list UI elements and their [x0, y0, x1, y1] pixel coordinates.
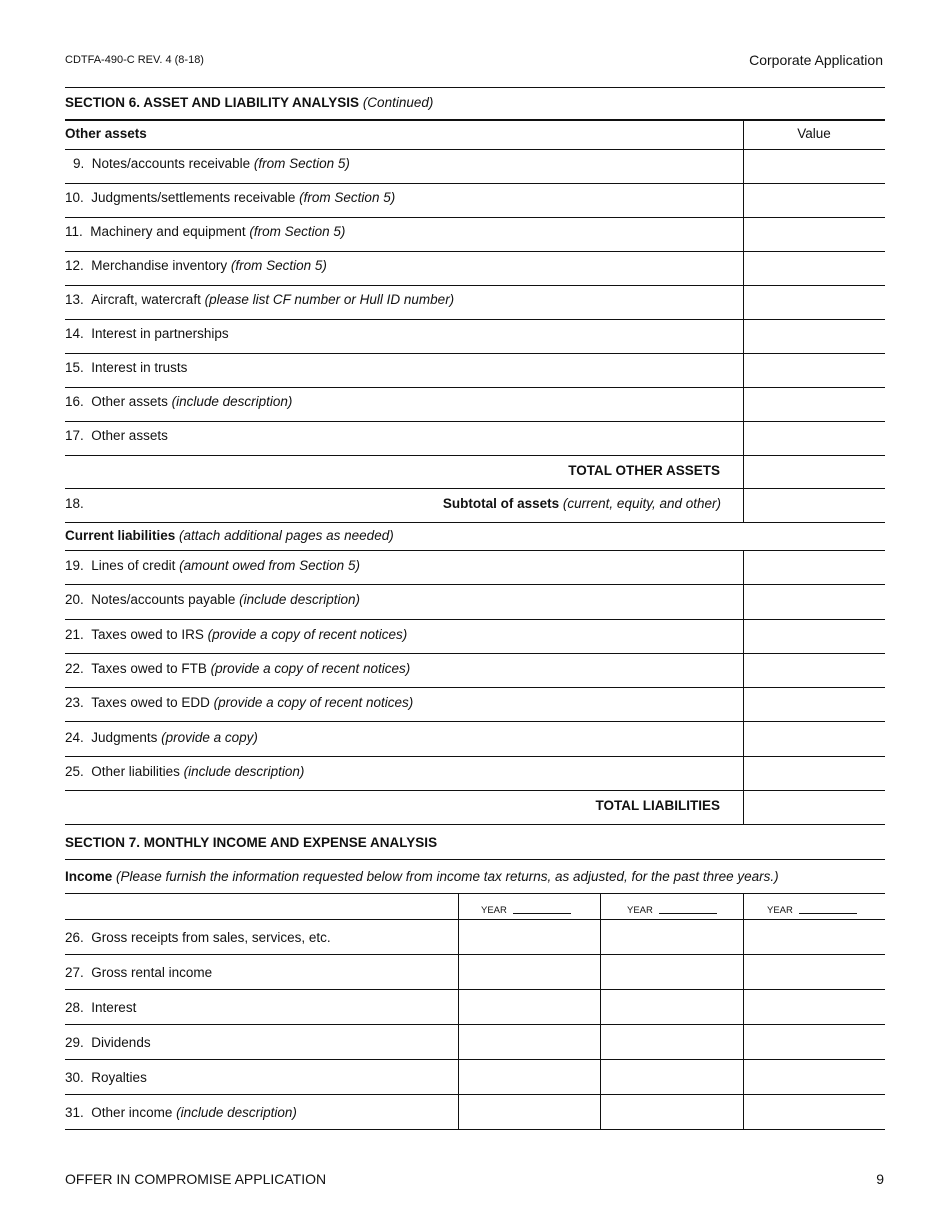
- asset-value-field[interactable]: [744, 286, 885, 319]
- item-note: (provide a copy): [161, 729, 258, 745]
- income-row-label: [65, 1035, 151, 1050]
- item-note: (provide a copy of recent notices): [210, 660, 411, 676]
- item-label: Taxes owed to IRS: [91, 626, 204, 642]
- income-year-field[interactable]: [601, 1060, 743, 1094]
- income-year-field[interactable]: [459, 990, 600, 1024]
- year-column-line: [458, 893, 459, 1129]
- total-other-assets-label: TOTAL OTHER ASSETS: [568, 463, 720, 478]
- divider: [65, 87, 885, 88]
- subtotal-field[interactable]: [744, 489, 885, 521]
- item-number: 12.: [65, 258, 84, 273]
- item-label: Aircraft, watercraft: [91, 292, 201, 307]
- subtotal-note: (current, equity, and other): [562, 496, 721, 511]
- current-liabilities-heading: [65, 528, 394, 543]
- item-number: 23.: [65, 695, 84, 711]
- item-note: (from Section 5): [230, 258, 327, 273]
- total-liabilities-label: TOTAL LIABILITIES: [595, 798, 720, 813]
- item-label: Interest: [91, 1000, 137, 1015]
- item-note: (from Section 5): [299, 190, 396, 205]
- item-label: Notes/accounts receivable: [91, 156, 251, 171]
- year-header: [627, 905, 717, 916]
- form-id: CDTFA-490-C REV. 4 (8-18): [65, 54, 204, 66]
- liability-row-label: [65, 764, 304, 779]
- section6-title-note: (Continued): [362, 95, 434, 110]
- item-note: (provide a copy of recent notices): [207, 626, 408, 642]
- subtotal-number: 18.: [65, 496, 84, 511]
- current-liabilities-note: (attach additional pages as needed): [179, 528, 394, 543]
- liability-value-field[interactable]: [744, 757, 885, 790]
- year-column-line: [743, 893, 744, 1129]
- liability-row-label: [65, 627, 407, 642]
- current-liabilities-label: Current liabilities: [65, 528, 176, 543]
- total-other-assets-field[interactable]: [744, 456, 885, 488]
- income-label: Income: [65, 869, 113, 884]
- liability-row-label: [65, 730, 258, 745]
- asset-row-label: [65, 428, 168, 443]
- form-type: Corporate Application: [749, 52, 883, 68]
- section7-title: SECTION 7. MONTHLY INCOME AND EXPENSE ANALYSIS: [65, 835, 438, 850]
- income-year-field[interactable]: [744, 1095, 885, 1129]
- subtotal-text: Subtotal of assets: [442, 496, 560, 511]
- year-input[interactable]: [799, 913, 857, 914]
- income-year-field[interactable]: [459, 1025, 600, 1059]
- item-number: 19.: [65, 558, 84, 573]
- item-label: Judgments/settlements receivable: [91, 190, 296, 205]
- income-year-field[interactable]: [459, 920, 600, 954]
- item-label: Other liabilities: [91, 763, 180, 779]
- subtotal-label: [200, 496, 721, 511]
- asset-value-field[interactable]: [744, 354, 885, 387]
- income-year-field[interactable]: [744, 1060, 885, 1094]
- income-row-label: [65, 1105, 297, 1120]
- divider: [65, 859, 885, 860]
- item-note: (from Section 5): [253, 156, 350, 171]
- asset-value-field[interactable]: [744, 150, 885, 183]
- asset-row-label: [65, 224, 345, 239]
- income-note: (Please furnish the information requested below from income tax returns, as adjusted, for the past three years.): [116, 869, 779, 884]
- divider: [65, 824, 885, 825]
- year-label: YEAR: [481, 905, 507, 916]
- divider: [65, 893, 885, 894]
- value-column-line: [743, 119, 744, 522]
- year-input[interactable]: [659, 913, 717, 914]
- asset-row-label: [73, 156, 350, 171]
- item-label: Royalties: [91, 1070, 147, 1085]
- income-year-field[interactable]: [744, 955, 885, 989]
- item-note: (include description): [171, 394, 293, 409]
- asset-value-field[interactable]: [744, 184, 885, 217]
- divider: [65, 119, 885, 121]
- item-note: (please list CF number or Hull ID number): [204, 292, 455, 307]
- item-number: 29.: [65, 1035, 84, 1050]
- item-note: (provide a copy of recent notices): [213, 695, 414, 711]
- liability-row-label: [65, 695, 413, 710]
- year-label: YEAR: [767, 905, 793, 916]
- income-row-label: [65, 1000, 136, 1015]
- asset-row-label: [65, 292, 454, 307]
- section6-title: [65, 95, 433, 110]
- divider: [65, 522, 885, 523]
- liability-row-label: [65, 558, 360, 573]
- value-column-line: [743, 550, 744, 824]
- other-assets-heading: Other assets: [65, 126, 147, 141]
- liability-value-field[interactable]: [744, 723, 885, 756]
- liability-value-field[interactable]: [744, 688, 885, 721]
- item-number: 14.: [65, 326, 84, 341]
- asset-row-label: [65, 360, 187, 375]
- income-year-field[interactable]: [459, 955, 600, 989]
- item-number: 28.: [65, 1000, 84, 1015]
- item-label: Gross receipts from sales, services, etc.: [91, 930, 331, 945]
- item-label: Other income: [91, 1105, 173, 1120]
- income-row-label: [65, 1070, 147, 1085]
- item-label: Judgments: [91, 729, 158, 745]
- asset-value-field[interactable]: [744, 422, 885, 455]
- item-label: Merchandise inventory: [91, 258, 228, 273]
- item-number: 17.: [65, 428, 84, 443]
- item-label: Taxes owed to FTB: [91, 660, 207, 676]
- asset-row-label: [65, 326, 229, 341]
- income-year-field[interactable]: [601, 990, 743, 1024]
- item-label: Machinery and equipment: [90, 224, 246, 239]
- asset-row-label: [65, 258, 327, 273]
- year-header: [767, 905, 857, 916]
- income-year-field[interactable]: [601, 920, 743, 954]
- item-label: Other assets: [91, 394, 168, 409]
- item-number: 21.: [65, 626, 84, 642]
- asset-value-field[interactable]: [744, 388, 885, 421]
- item-label: Lines of credit: [91, 558, 176, 573]
- item-note: (include description): [239, 592, 360, 608]
- item-label: Interest in trusts: [91, 360, 188, 375]
- page-number: 9: [876, 1171, 884, 1187]
- item-number: 9.: [73, 156, 85, 171]
- item-number: 13.: [65, 292, 84, 307]
- item-note: (from Section 5): [249, 224, 346, 239]
- income-row-label: [65, 930, 331, 945]
- income-year-field[interactable]: [744, 1025, 885, 1059]
- liability-row-label: [65, 661, 410, 676]
- income-year-field[interactable]: [601, 955, 743, 989]
- footer-title: OFFER IN COMPROMISE APPLICATION: [65, 1171, 327, 1187]
- liability-value-field[interactable]: [744, 620, 885, 653]
- item-number: 10.: [65, 190, 84, 205]
- item-number: 22.: [65, 660, 84, 676]
- value-heading: Value: [797, 126, 831, 141]
- item-number: 20.: [65, 592, 84, 608]
- item-label: Gross rental income: [91, 965, 213, 980]
- item-label: Other assets: [91, 428, 168, 443]
- income-year-field[interactable]: [601, 1095, 743, 1129]
- item-number: 31.: [65, 1105, 84, 1120]
- asset-row-label: [65, 190, 395, 205]
- item-label: Interest in partnerships: [91, 326, 229, 341]
- item-number: 15.: [65, 360, 84, 375]
- liability-value-field[interactable]: [744, 654, 885, 687]
- income-year-field[interactable]: [459, 1095, 600, 1129]
- income-year-field[interactable]: [601, 1025, 743, 1059]
- item-note: (include description): [176, 1105, 297, 1120]
- income-year-field[interactable]: [459, 1060, 600, 1094]
- item-number: 16.: [65, 394, 84, 409]
- liability-row-label: [65, 592, 360, 607]
- income-row-label: [65, 965, 212, 980]
- item-note: (amount owed from Section 5): [179, 558, 360, 573]
- year-input[interactable]: [513, 913, 571, 914]
- year-header: [481, 905, 571, 916]
- item-label: Taxes owed to EDD: [91, 695, 210, 711]
- item-label: Dividends: [91, 1035, 151, 1050]
- item-number: 11.: [65, 224, 83, 239]
- income-heading: [65, 869, 779, 884]
- asset-value-field[interactable]: [744, 218, 885, 251]
- asset-row-label: [65, 394, 292, 409]
- section6-title-text: SECTION 6. ASSET AND LIABILITY ANALYSIS: [65, 95, 360, 110]
- item-label: Notes/accounts payable: [91, 592, 236, 608]
- liability-value-field[interactable]: [744, 551, 885, 584]
- asset-value-field[interactable]: [744, 252, 885, 285]
- asset-value-field[interactable]: [744, 320, 885, 353]
- item-number: 26.: [65, 930, 84, 945]
- item-number: 30.: [65, 1070, 84, 1085]
- item-number: 25.: [65, 763, 84, 779]
- divider: [65, 1129, 885, 1130]
- year-column-line: [600, 893, 601, 1129]
- income-year-field[interactable]: [744, 920, 885, 954]
- item-note: (include description): [183, 763, 305, 779]
- year-label: YEAR: [627, 905, 653, 916]
- income-year-field[interactable]: [744, 990, 885, 1024]
- total-liabilities-field[interactable]: [744, 791, 885, 824]
- liability-value-field[interactable]: [744, 585, 885, 618]
- item-number: 24.: [65, 729, 84, 745]
- item-number: 27.: [65, 965, 84, 980]
